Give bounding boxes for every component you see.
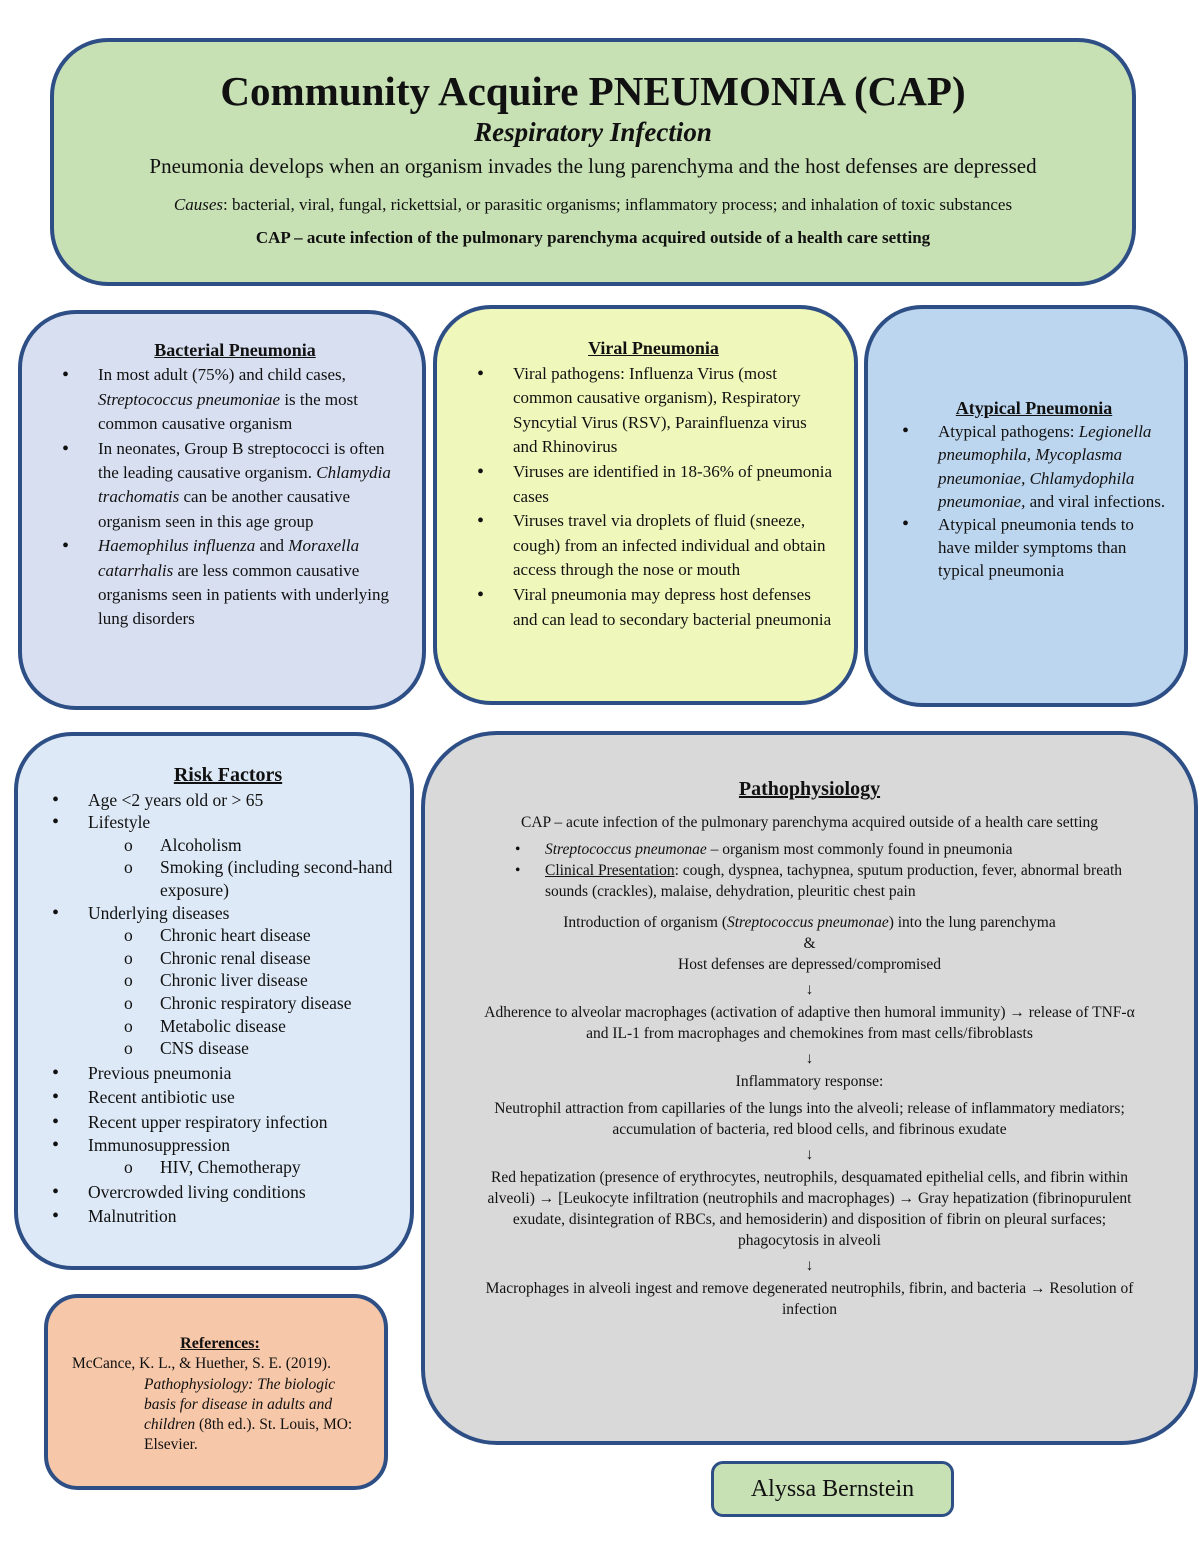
item-text: can be another causative organism seen in this age group xyxy=(98,487,351,531)
list-item: • Viruses are identified in 18-36% of pneumonia cases xyxy=(473,460,834,509)
list-item xyxy=(898,420,1170,513)
item-text: Lifestyle xyxy=(88,812,151,833)
risk-factors-box xyxy=(14,732,414,1270)
step-text: Introduction of organism ( xyxy=(563,914,727,931)
list-item: • Previous pneumonia xyxy=(48,1062,396,1085)
item-text: – organism most commonly found in pneumonia xyxy=(706,841,1013,858)
patho-intro: CAP – acute infection of the pulmonary parenchyma acquired outside of a health care setting xyxy=(520,814,1099,831)
atypical-list xyxy=(898,420,1170,582)
organism-name: Streptococcus pneumoniae xyxy=(98,389,281,409)
organism-name: Chlamydia trachomatis xyxy=(98,463,391,507)
item-text: Atypical pathogens: xyxy=(938,422,1079,442)
item-text: and xyxy=(255,536,289,556)
list-item: • Atypical pneumonia tends to have milder symptoms than typical pneumonia xyxy=(898,513,1170,583)
list-item: • Overcrowded living conditions xyxy=(48,1181,396,1204)
sublist-item: o Chronic renal disease xyxy=(120,947,396,970)
bacterial-list xyxy=(58,363,402,631)
viral-list xyxy=(473,362,834,633)
immuno-sublist xyxy=(120,1156,396,1179)
references-box xyxy=(44,1294,388,1490)
sublist-item: o Smoking (including second-hand exposure) xyxy=(120,856,396,901)
clinical-presentation-label: Clinical Presentation xyxy=(545,862,675,879)
ref-book-title: Pathophysiology: The biologic basis for disease in adults and children xyxy=(144,1375,336,1434)
ampersand: & xyxy=(803,935,816,952)
ref-authors: McCance, K. L., & Huether, S. E. (2019). xyxy=(72,1355,331,1373)
atypical-pneumonia-box xyxy=(864,305,1188,707)
list-item xyxy=(48,902,396,1060)
lifestyle-sublist xyxy=(120,834,396,902)
list-item xyxy=(509,860,1136,902)
item-text: are less common causative organisms seen in patients with underlying lung disorders xyxy=(98,560,390,629)
author-name: Alyssa Bernstein xyxy=(711,1461,954,1517)
risk-title: Risk Factors xyxy=(173,764,283,786)
sublist-item: o HIV, Chemotherapy xyxy=(120,1156,396,1179)
sublist-item: o CNS disease xyxy=(120,1037,396,1060)
item-text: Immunosuppression xyxy=(88,1134,230,1155)
sublist-item: o Chronic liver disease xyxy=(120,969,396,992)
patho-step-1 xyxy=(473,912,1146,933)
patho-step-2: Adherence to alveolar macrophages (activation of adaptive then humoral immunity) → release of TNF-α and IL-1 from macrophages and chemokines from mast cells/fibroblasts xyxy=(484,1004,1135,1042)
bacterial-title: Bacterial Pneumonia xyxy=(154,340,316,360)
viral-pneumonia-box xyxy=(433,305,858,705)
down-arrow-icon: ↓ xyxy=(805,1146,814,1163)
pathophysiology-box xyxy=(421,731,1198,1445)
list-item: • Malnutrition xyxy=(48,1205,396,1228)
list-item xyxy=(509,839,1136,860)
viral-title: Viral Pneumonia xyxy=(588,338,719,358)
list-item xyxy=(48,1134,396,1179)
patho-list xyxy=(509,839,1136,902)
organism-name: Legionella pneumophila, Mycoplasma pneumoniae, Chlamydophila pneumoniae, xyxy=(938,422,1152,511)
patho-title: Pathophysiology xyxy=(738,778,881,800)
reference-entry xyxy=(72,1354,368,1455)
list-item: • Recent upper respiratory infection xyxy=(48,1111,396,1134)
patho-step-4: Red hepatization (presence of erythrocytes, neutrophils, desquamated epithelial cells, and fibrin within alveoli) → [Leukocyte infiltration (neutrophils and macrophages) → Gray hepatization (fibrinopurulent exudate, disintegration of RBCs, and hemosiderin) and disposition of fibrin on pleural surfaces; phagocytosis in alveoli xyxy=(487,1169,1132,1249)
step-text: ) into the lung parenchyma xyxy=(888,914,1056,931)
causes-label: Causes xyxy=(173,195,224,214)
list-item: • Age <2 years old or > 65 xyxy=(48,789,396,812)
sublist-item: o Alcoholism xyxy=(120,834,396,857)
sublist-item: o Metabolic disease xyxy=(120,1015,396,1038)
cap-definition: CAP – acute infection of the pulmonary parenchyma acquired outside of a health care setting xyxy=(255,228,931,247)
list-item xyxy=(58,363,402,436)
patho-step-3a: Inflammatory response: xyxy=(735,1073,884,1090)
organism-name: Streptococcus pneumonae xyxy=(727,914,889,931)
causes-text xyxy=(54,190,1132,220)
page-title: Community Acquire PNEUMONIA (CAP) xyxy=(220,68,966,114)
down-arrow-icon: ↓ xyxy=(805,1050,814,1067)
patho-step-5: Macrophages in alveoli ingest and remove degenerated neutrophils, fibrin, and bacteria → Resolution of infection xyxy=(485,1280,1134,1318)
down-arrow-icon: ↓ xyxy=(805,1257,814,1274)
organism-name: Streptococcus pneumonae xyxy=(545,841,707,858)
item-text: : cough, dyspnea, tachypnea, sputum production, fever, abnormal breath sounds (crackles), malaise, dehydration, pleuritic chest pain xyxy=(545,862,1123,900)
item-text: Underlying diseases xyxy=(88,902,230,923)
definition-text: Pneumonia develops when an organism invades the lung parenchyma and the host defenses are depressed xyxy=(149,154,1037,178)
patho-step-1b: Host defenses are depressed/compromised xyxy=(678,956,941,973)
causes-list: : bacterial, viral, fungal, rickettsial, or parasitic organisms; inflammatory process; and inhalation of toxic substances xyxy=(223,195,1013,214)
underlying-sublist xyxy=(120,924,396,1060)
patho-step-3b: Neutrophil attraction from capillaries of the lungs into the alveoli; release of inflammatory mediators; accumulation of bacteria, red blood cells, and fibrinous exudate xyxy=(494,1100,1125,1138)
atypical-title: Atypical Pneumonia xyxy=(955,398,1113,418)
list-item: • Viral pathogens: Influenza Virus (most common causative organism), Respiratory Syncytial Virus (RSV), Parainfluenza virus and Rhinovirus xyxy=(473,362,834,460)
item-text: In most adult (75%) and child cases, xyxy=(98,365,346,385)
organism-name: Haemophilus influenza xyxy=(98,536,256,556)
list-item: • Viral pneumonia may depress host defenses and can lead to secondary bacterial pneumonia xyxy=(473,583,834,632)
sublist-item: o Chronic respiratory disease xyxy=(120,992,396,1015)
item-text: is the most common causative organism xyxy=(98,389,358,434)
header-box xyxy=(50,38,1136,286)
risk-list xyxy=(48,789,396,1228)
list-item: • Recent antibiotic use xyxy=(48,1086,396,1109)
list-item xyxy=(58,437,402,535)
references-title: References: xyxy=(180,1335,260,1352)
item-text: and viral infections. xyxy=(1025,491,1166,511)
item-text: In neonates, Group B streptococci is often the leading causative organism. xyxy=(98,438,385,483)
ref-publisher: (8th ed.). St. Louis, MO: Elsevier. xyxy=(144,1416,353,1454)
down-arrow-icon: ↓ xyxy=(805,981,814,998)
sublist-item: o Chronic heart disease xyxy=(120,924,396,947)
page-subtitle: Respiratory Infection xyxy=(474,117,712,147)
list-item xyxy=(58,534,402,632)
organism-name: Moraxella catarrhalis xyxy=(98,536,360,580)
bacterial-pneumonia-box xyxy=(18,310,426,710)
list-item: • Viruses travel via droplets of fluid (sneeze, cough) from an infected individual and obtain access through the nose or mouth xyxy=(473,509,834,583)
list-item xyxy=(48,811,396,901)
